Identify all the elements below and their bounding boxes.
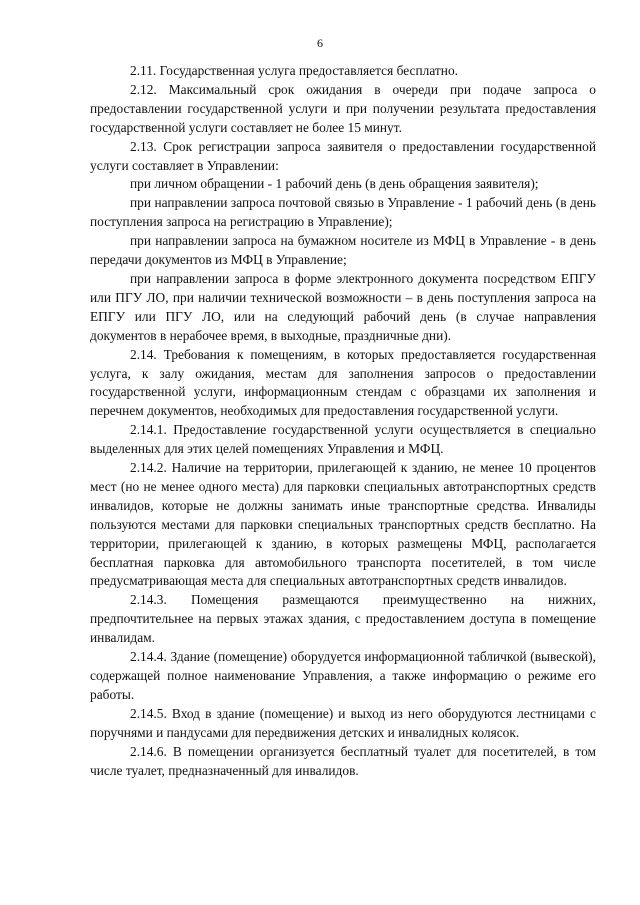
paragraph-2-14-4: 2.14.4. Здание (помещение) оборудуется информационной табличкой (вывеской), содержащей полное наименование Управления, а также информацию о режиме его работы. xyxy=(90,649,596,702)
page-number: 6 xyxy=(317,36,323,50)
paragraph-2-14-2: 2.14.2. Наличие на территории, прилегающей к зданию, не менее 10 процентов мест (но не менее одного места) для парковки специальных автотранспортных средств инвалидов, которые не должны занимать иные транспортные средства. Инвалиды пользуются местами для парковки специальных транспортных средств бесплатно. На территории, прилегающей к зданию, в которых размещены МФЦ, располагается бесплатная парковка для автомобильного транспорта посетителей, в том числе предусматривающая места для специальных автотранспортных средств инвалидов. xyxy=(90,460,596,589)
paragraph-2-13-mfc: при направлении запроса на бумажном носителе из МФЦ в Управление - в день передачи документов из МФЦ в Управление; xyxy=(90,233,596,268)
paragraph-2-14-3: 2.14.3. Помещения размещаются преимущественно на нижних, предпочтительнее на первых этажах здания, с предоставлением доступа в помещение инвалидам. xyxy=(90,592,596,646)
paragraph-2-14-6: 2.14.6. В помещении организуется бесплатный туалет для посетителей, в том числе туалет, предназначенный для инвалидов. xyxy=(90,743,596,778)
paragraph-2-13: 2.13. Срок регистрации запроса заявителя о предоставлении государственной услуги составляет в Управлении: xyxy=(90,138,596,173)
paragraph-2-14-5: 2.14.5. Вход в здание (помещение) и выход из него оборудуются лестницами с поручнями и пандусами для передвижения детских и инвалидных колясок. xyxy=(90,705,596,740)
paragraph-2-13-personal: при личном обращении - 1 рабочий день (в день обращения заявителя); xyxy=(130,176,539,192)
document-body xyxy=(90,62,596,780)
paragraph-2-13-electronic: при направлении запроса в форме электронного документа посредством ЕПГУ или ПГУ ЛО, при наличии технической возможности – в день поступления запроса на ЕПГУ или ПГУ ЛО, или на следующий рабочий день (в случае направления документов в нерабочее время, в выходные, праздничные дни). xyxy=(90,270,596,343)
paragraph-2-14: 2.14. Требования к помещениям, в которых предоставляется государственная услуга, к залу ожидания, местам для заполнения запросов о предоставлении государственной услуги, информационным стендам с образцами их заполнения и перечнем документов, необходимых для предоставления государственной услуги. xyxy=(90,346,596,419)
paragraph-2-13-post: при направлении запроса почтовой связью в Управление - 1 рабочий день (в день поступления запроса на регистрацию в Управление); xyxy=(90,195,596,230)
paragraph-2-12: 2.12. Максимальный срок ожидания в очереди при подаче запроса о предоставлении государственной услуги и при получении результата предоставления государственной услуги составляет не более 15 минут. xyxy=(90,81,596,135)
paragraph-2-11: 2.11. Государственная услуга предоставляется бесплатно. xyxy=(130,63,458,78)
paragraph-2-14-1: 2.14.1. Предоставление государственной услуги осуществляется в специально выделенных для этих целей помещениях Управления и МФЦ. xyxy=(90,422,596,457)
